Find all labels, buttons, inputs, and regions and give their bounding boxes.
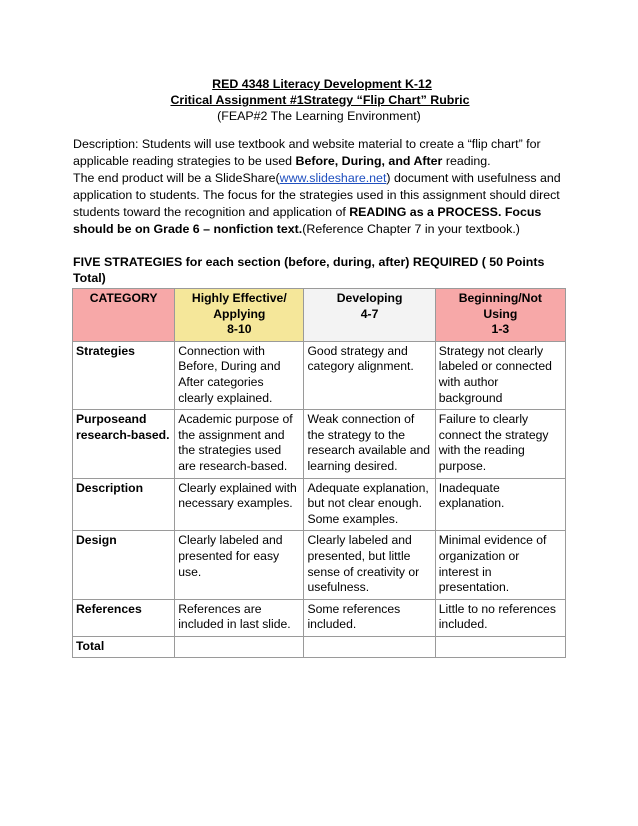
- header-beginning: [435, 289, 565, 342]
- header-line: Beginning/Not: [458, 291, 542, 305]
- document-title: RED 4348 Literacy Development K-12: [212, 77, 432, 91]
- requirement-note: FIVE STRATEGIES for each section (before, during, after) REQUIRED ( 50 Points Total): [73, 255, 545, 285]
- row-category: Purposeand research-based.: [73, 410, 175, 478]
- cell-beginning: Strategy not clearly labeled or connected with author background: [435, 341, 565, 409]
- cell-highly-effective: Connection with Before, During and After categories clearly explained.: [175, 341, 304, 409]
- table-row: [73, 341, 566, 409]
- description-text-2-end: ) document with usefulness and application to students. The focus for the strategies used in this assignment should direct students toward the recognition and application of: [73, 171, 561, 220]
- table-row-total: [73, 636, 566, 658]
- header-category: CATEGORY: [73, 289, 175, 342]
- assignment-title: Critical Assignment #1Strategy “Flip Chart” Rubric: [170, 93, 470, 107]
- cell-beginning: Minimal evidence of organization or interest in presentation.: [435, 531, 565, 599]
- header-developing: [304, 289, 435, 342]
- header-line: 1-3: [491, 322, 510, 337]
- cell-beginning: Inadequate explanation.: [435, 478, 565, 531]
- description-text-2-tail: (Reference Chapter 7 in your textbook.): [302, 222, 520, 237]
- slideshare-link[interactable]: www.slideshare.net: [279, 171, 387, 186]
- description-bold-2: READING as a PROCESS. Focus should be on Grade 6 – nonfiction text.: [73, 205, 542, 237]
- row-category: Strategies: [73, 341, 175, 409]
- row-category: References: [73, 599, 175, 636]
- table-row: [73, 410, 566, 478]
- header-highly-effective: [175, 289, 304, 342]
- description-text-1: Description: Students will use textbook and website material to create a “flip chart” for applicable reading strategies to be used: [73, 137, 541, 169]
- description-bold-1: Before, During, and After: [295, 154, 443, 169]
- cell-beginning: Failure to clearly connect the strategy with the reading purpose.: [435, 410, 565, 478]
- row-category: Description: [73, 478, 175, 531]
- description-text-2: The end product will be a SlideShare(: [73, 171, 280, 186]
- row-category: Total: [73, 636, 175, 658]
- header-line: 4-7: [360, 306, 379, 321]
- cell-developing: [304, 636, 435, 658]
- row-category: Design: [73, 531, 175, 599]
- header-line: Using: [483, 306, 518, 321]
- description-text-1-end: reading.: [442, 154, 491, 169]
- cell-developing: Weak connection of the strategy to the research available and learning desired.: [304, 410, 435, 478]
- document-subtitle: (FEAP#2 The Learning Environment): [217, 109, 421, 123]
- table-row: [73, 531, 566, 599]
- cell-highly-effective: Academic purpose of the assignment and the strategies used are research-based.: [175, 410, 304, 478]
- description-paragraph: [73, 136, 569, 239]
- table-row: [73, 599, 566, 636]
- cell-highly-effective: Clearly explained with necessary examples.: [175, 478, 304, 531]
- cell-highly-effective: References are included in last slide.: [175, 599, 304, 636]
- header-line: 8-10: [227, 322, 252, 337]
- table-header-row: [73, 289, 566, 342]
- cell-beginning: Little to no references included.: [435, 599, 565, 636]
- rubric-table: [72, 288, 566, 658]
- cell-developing: Clearly labeled and presented, but little sense of creativity or usefulness.: [304, 531, 435, 599]
- header-line: Applying: [213, 306, 266, 321]
- cell-highly-effective: Clearly labeled and presented for easy use.: [175, 531, 304, 599]
- cell-beginning: [435, 636, 565, 658]
- cell-developing: Some references included.: [304, 599, 435, 636]
- cell-highly-effective: [175, 636, 304, 658]
- table-row: [73, 478, 566, 531]
- header-line: Developing: [336, 291, 403, 305]
- header-line: Highly Effective/: [191, 291, 287, 305]
- cell-developing: Good strategy and category alignment.: [304, 341, 435, 409]
- cell-developing: Adequate explanation, but not clear enough. Some examples.: [304, 478, 435, 531]
